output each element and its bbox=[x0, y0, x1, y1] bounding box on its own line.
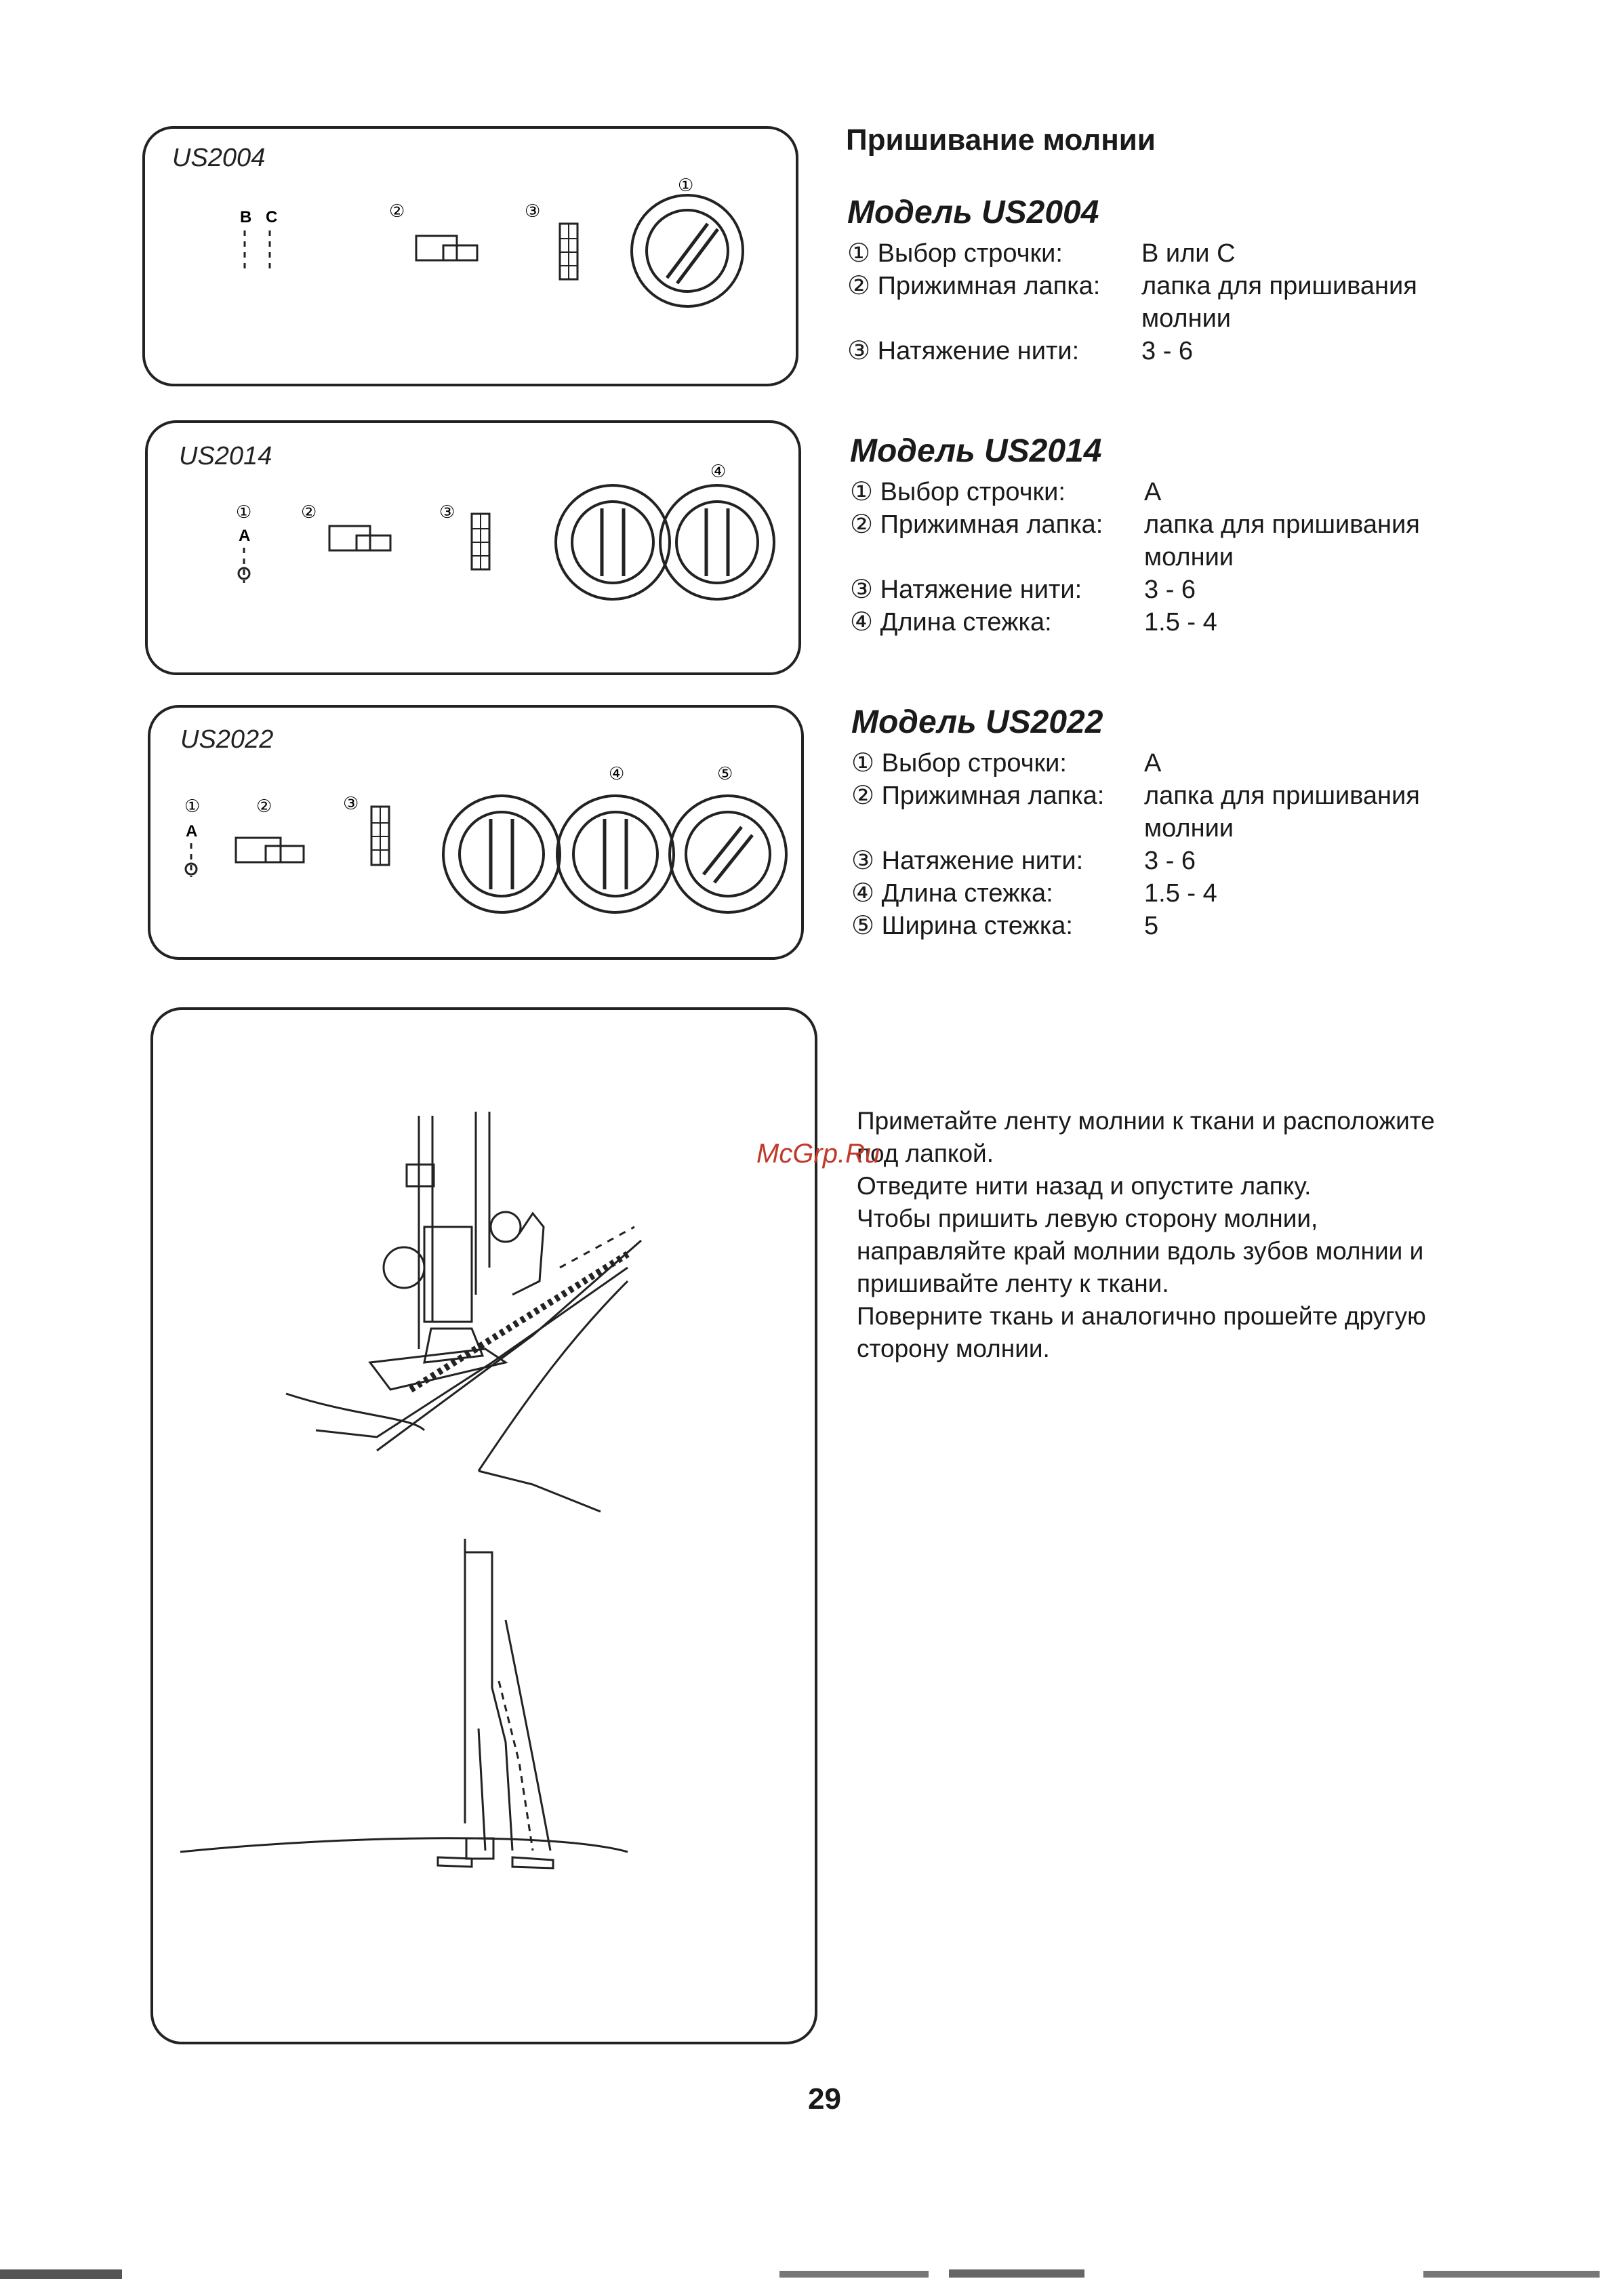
section-title: Пришивание молнии bbox=[846, 123, 1156, 157]
thread-tension-icon bbox=[560, 224, 577, 279]
callout-2: ② bbox=[301, 502, 317, 523]
spec-label: ② Прижимная лапка: bbox=[847, 272, 1101, 300]
callout-3: ③ bbox=[343, 794, 359, 814]
illustration-panel bbox=[150, 1007, 817, 2044]
spec-value: 1.5 - 4 bbox=[1144, 608, 1217, 637]
watermark: McGrp.Ru bbox=[756, 1139, 880, 1169]
instruction-paragraph: Отведите нити назад и опустите лапку. bbox=[857, 1172, 1312, 1200]
callout-4: ④ bbox=[710, 462, 727, 482]
callout-3: ③ bbox=[439, 502, 455, 523]
spec-label: ③ Натяжение нити: bbox=[847, 337, 1080, 365]
spec-label: ② Прижимная лапка: bbox=[850, 510, 1103, 539]
panel-label: US2022 bbox=[180, 725, 274, 754]
page-number: 29 bbox=[808, 2082, 841, 2116]
spec-value: A bbox=[1144, 749, 1162, 777]
spec-label: ③ Натяжение нити: bbox=[851, 847, 1084, 875]
spec-value: 5 bbox=[1144, 912, 1159, 940]
zipper-foot-icon bbox=[329, 526, 390, 550]
dial-icon bbox=[557, 796, 674, 912]
stitch-pattern-icon bbox=[239, 527, 250, 583]
callout-4: ④ bbox=[609, 764, 625, 784]
dial-icon bbox=[660, 485, 774, 599]
panel-us2022 bbox=[148, 705, 804, 960]
panel-us2022-diagram bbox=[150, 708, 807, 963]
pattern-letter-c: C bbox=[266, 208, 278, 226]
dial-icon bbox=[556, 485, 670, 599]
pattern-letter-a: A bbox=[186, 822, 198, 841]
spec-value: В или С bbox=[1141, 239, 1236, 268]
thread-tension-icon bbox=[472, 514, 489, 569]
dial-icon bbox=[670, 796, 786, 912]
instruction-paragraph: Поверните ткань и аналогично прошейте другую сторону молнии. bbox=[857, 1302, 1426, 1362]
spec-value: A bbox=[1144, 478, 1162, 506]
callout-2: ② bbox=[389, 201, 405, 222]
spec-value: лапка для пришивания молнии bbox=[1144, 782, 1420, 843]
panel-label: US2014 bbox=[179, 442, 272, 470]
pattern-letter-a: A bbox=[239, 527, 251, 545]
callout-1: ① bbox=[184, 796, 201, 817]
panel-label: US2004 bbox=[172, 144, 266, 172]
callout-2: ② bbox=[256, 796, 272, 817]
spec-label: ① Выбор строчки: bbox=[850, 478, 1065, 506]
spec-value: 3 - 6 bbox=[1144, 847, 1196, 875]
spec-value: 3 - 6 bbox=[1141, 337, 1194, 365]
instruction-paragraph: Чтобы пришить левую сторону молнии, направляйте край молнии вдоль зубов молнии и пришивайте ленту к ткани. bbox=[857, 1205, 1424, 1297]
panel-us2004 bbox=[142, 126, 798, 386]
callout-1: ① bbox=[678, 176, 694, 196]
spec-value: 1.5 - 4 bbox=[1144, 879, 1217, 908]
spec-label: ① Выбор строчки: bbox=[847, 239, 1063, 268]
zipper-foot-icon bbox=[416, 236, 477, 260]
spec-value: лапка для пришивания молнии bbox=[1144, 510, 1420, 571]
spec-label: ① Выбор строчки: bbox=[851, 749, 1067, 777]
panel-us2014-diagram bbox=[148, 423, 804, 678]
callout-1: ① bbox=[236, 502, 252, 523]
model-title: Модель US2014 bbox=[850, 433, 1102, 469]
zipper-foot-icon bbox=[236, 838, 304, 862]
stitch-pattern-icon bbox=[240, 208, 277, 271]
pattern-letter-b: B bbox=[240, 208, 252, 226]
callout-3: ③ bbox=[525, 201, 541, 222]
dial-icon bbox=[632, 195, 743, 306]
callout-5: ⑤ bbox=[717, 764, 733, 784]
model-title: Модель US2004 bbox=[847, 195, 1099, 230]
sewing-foot-illustration bbox=[153, 1010, 820, 2047]
instruction-paragraph: Приметайте ленту молнии к ткани и расположите под лапкой. bbox=[857, 1107, 1435, 1167]
spec-label: ④ Длина стежка: bbox=[851, 879, 1053, 908]
panel-us2014 bbox=[145, 420, 801, 675]
spec-label: ② Прижимная лапка: bbox=[851, 782, 1105, 810]
spec-label: ③ Натяжение нити: bbox=[850, 575, 1082, 604]
dial-icon bbox=[443, 796, 560, 912]
panel-us2004-diagram bbox=[145, 129, 801, 389]
instructions bbox=[857, 1105, 1467, 1365]
stitch-pattern-icon bbox=[186, 822, 197, 877]
scan-noise bbox=[0, 2264, 1624, 2283]
spec-label: ⑤ Ширина стежка: bbox=[851, 912, 1073, 940]
spec-value: лапка для пришивания молнии bbox=[1141, 272, 1417, 333]
spec-label: ④ Длина стежка: bbox=[850, 608, 1052, 637]
spec-value: 3 - 6 bbox=[1144, 575, 1196, 604]
thread-tension-icon bbox=[371, 807, 389, 865]
model-title: Модель US2022 bbox=[851, 704, 1103, 740]
